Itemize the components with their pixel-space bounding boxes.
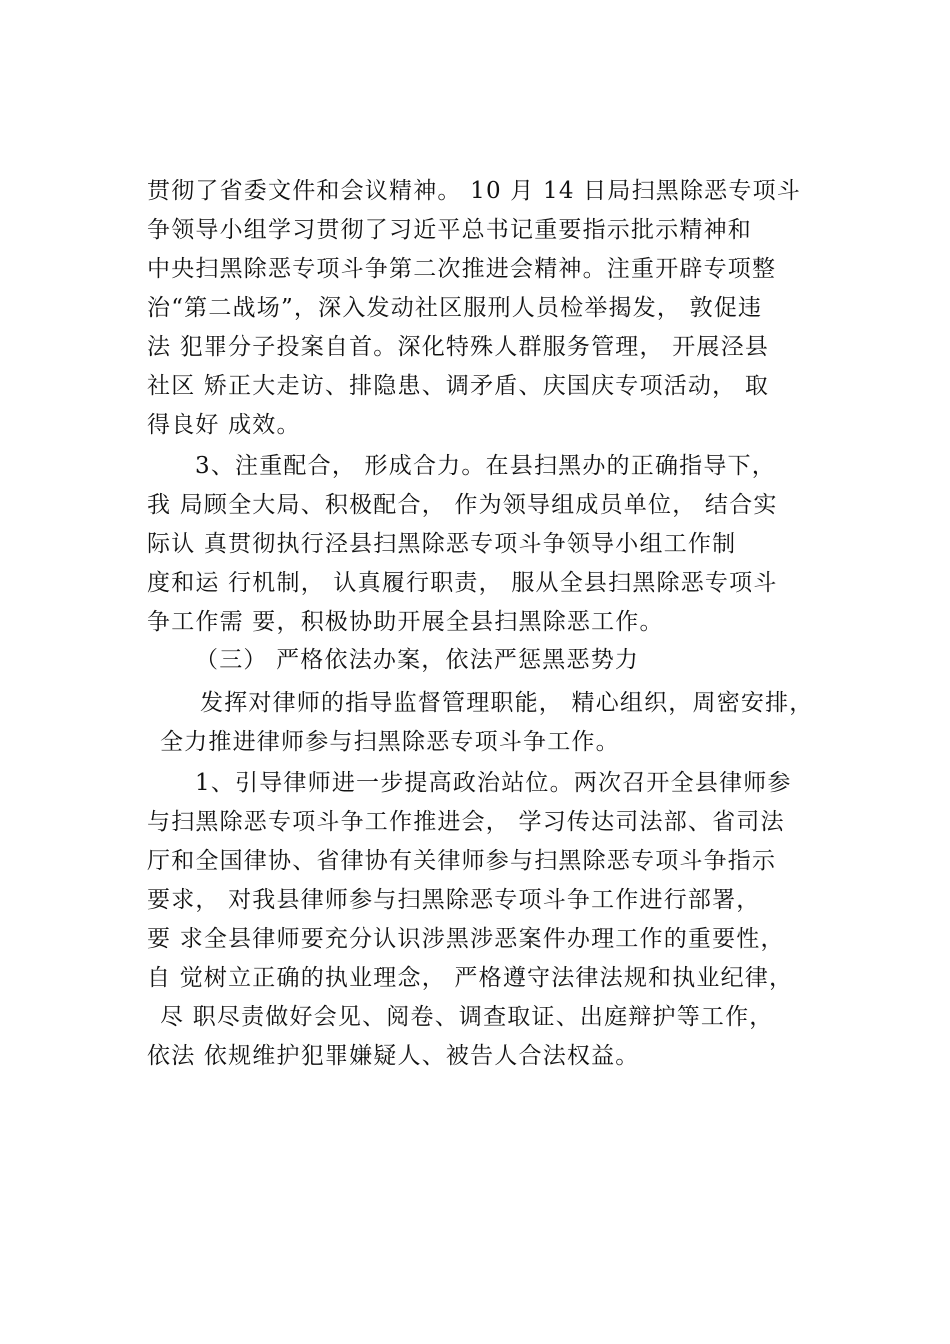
text-line-11: 度和运 行机制， 认真履行职责， 服从全县扫黑除恶专项斗: [147, 570, 778, 596]
text-line-12: 争工作需 要，积极协助开展全县扫黑除恶工作。: [147, 609, 664, 635]
text-line-2: 争领导小组学习贯彻了习近平总书记重要指示批示精神和: [147, 217, 752, 243]
text-line-5: 法 犯罪分子投案自首。深化特殊人群服务管理， 开展泾县: [147, 334, 770, 360]
text-line-16: 1、引导律师进一步提高政治站位。两次召开全县律师参: [195, 770, 792, 796]
text-line-14: 发挥对律师的指导监督管理职能， 精心组织，周密安排，: [200, 690, 814, 716]
text-line-8: 3、注重配合， 形成合力。在县扫黑办的正确指导下，: [195, 453, 776, 479]
text-line-21: 自 觉树立正确的执业理念， 严格遵守法律法规和执业纪律，: [147, 965, 794, 991]
section-heading: （三） 严格依法办案，依法严惩黑恶势力: [195, 647, 640, 673]
text-line-17: 与扫黑除恶专项斗争工作推进会， 学习传达司法部、省司法: [147, 809, 785, 835]
text-line-1: 贯彻了省委文件和会议精神。 10 月 14 日局扫黑除恶专项斗: [147, 178, 801, 204]
text-line-6: 社区 矫正大走访、排隐患、调矛盾、庆国庆专项活动， 取: [147, 373, 770, 399]
text-line-23: 依法 依规维护犯罪嫌疑人、被告人合法权益。: [147, 1043, 640, 1069]
text-line-18: 厅和全国律协、省律协有关律师参与扫黑除恶专项斗争指示: [147, 848, 777, 874]
text-line-3: 中央扫黑除恶专项斗争第二次推进会精神。注重开辟专项整: [147, 256, 777, 282]
text-line-15: 全力推进律师参与扫黑除恶专项斗争工作。: [160, 729, 620, 755]
text-line-19: 要求， 对我县律师参与扫黑除恶专项斗争工作进行部署，: [147, 887, 761, 913]
text-line-7: 得良好 成效。: [147, 412, 301, 438]
text-line-20: 要 求全县律师要充分认识涉黑涉恶案件办理工作的重要性，: [147, 926, 785, 952]
text-line-22: 尽 职尽责做好会见、阅卷、调查取证、出庭辩护等工作，: [160, 1004, 774, 1030]
text-line-4: 治“第二战场”，深入发动社区服刑人员检举揭发， 敦促违: [147, 295, 763, 321]
text-line-9: 我 局顾全大局、积极配合， 作为领导组成员单位， 结合实: [147, 492, 778, 518]
text-line-10: 际认 真贯彻执行泾县扫黑除恶专项斗争领导小组工作制: [147, 531, 737, 557]
